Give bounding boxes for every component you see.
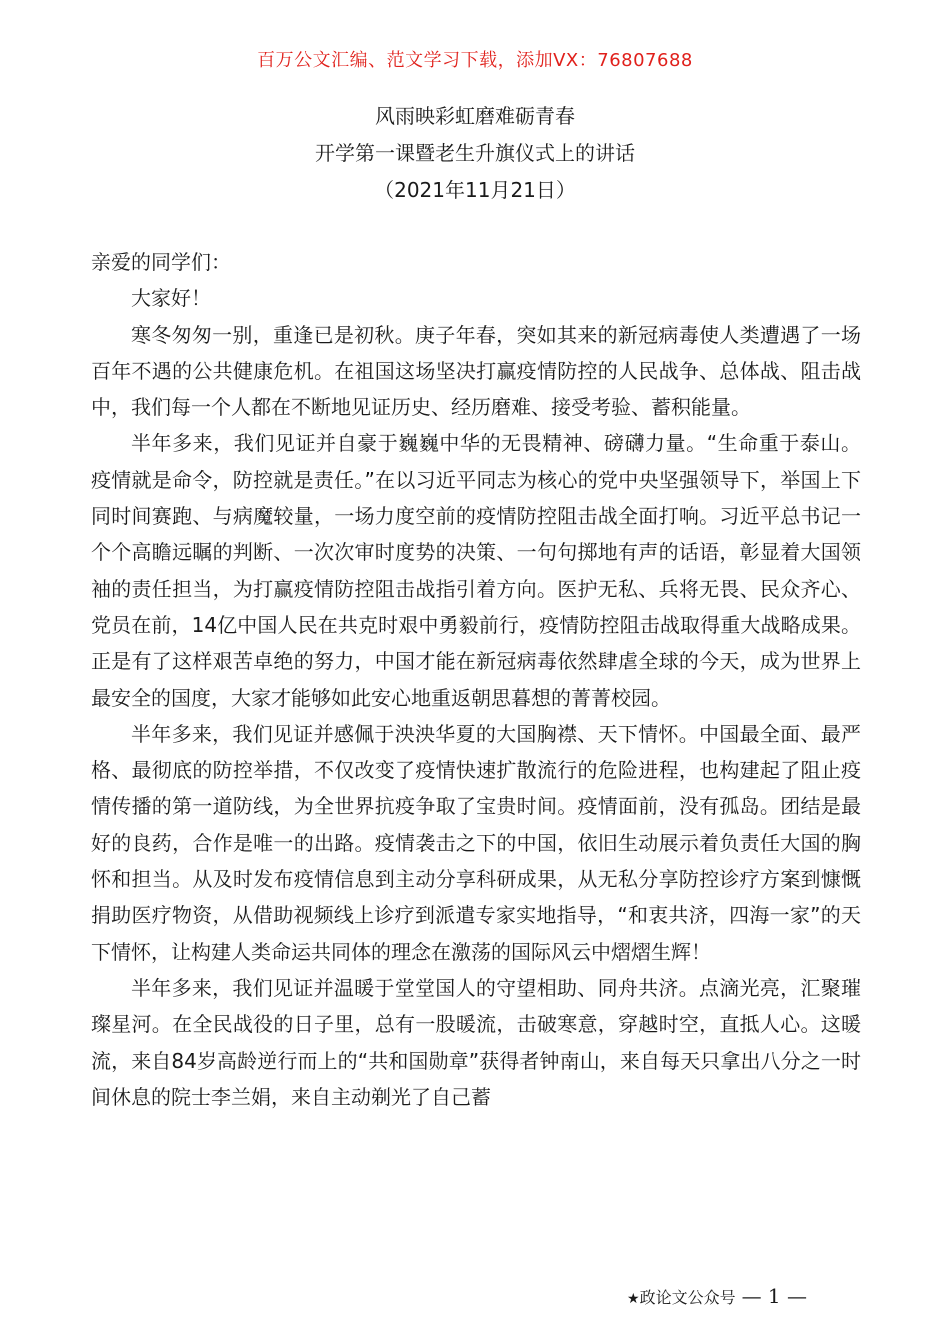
document-title [0, 98, 950, 209]
footer-account: 政论文公众号 [639, 1288, 736, 1307]
paragraph-spirit: 半年多来，我们见证并自豪于巍巍中华的无畏精神、磅礴力量。“生命重于泰山。疫情就是命令，防控就是责任。”在以习近平同志为核心的党中央坚强领导下，举国上下同时间赛跑、与病魔较量，一场力度空前的疫情防控阻击战全面打响。习近平总书记一个个高瞻远瞩的判断、一次次审时度势的决策、一句句掷地有声的话语，彰显着大国领袖的责任担当，为打赢疫情防控阻击战指引着方向。医护无私、兵将无畏、民众齐心、党员在前，14亿中国人民在共克时艰中勇毅前行，疫情防控阻击战取得重大战略成果。正是有了这样艰苦卓绝的努力，中国才能在新冠病毒依然肆虐全球的今天，成为世界上最安全的国度，大家才能够如此安心地重返朝思暮想的菁菁校园。 [91, 431, 861, 710]
paragraph-greeting: 大家好！ [131, 286, 211, 311]
paragraph-intro: 寒冬匆匆一别，重逢已是初秋。庚子年春，突如其来的新冠病毒使人类遭遇了一场百年不遇的公共健康危机。在祖国这场坚决打赢疫情防控的人民战争、总体战、阻击战中，我们每一个人都在不断地见证历史、经历磨难、接受考验、蓄积能量。 [91, 322, 861, 420]
speech-body [91, 244, 861, 1115]
paragraph-responsibility: 半年多来，我们见证并感佩于泱泱华夏的大国胸襟、天下情怀。中国最全面、最严格、最彻底的防控举措，不仅改变了疫情快速扩散流行的危险进程，也构建起了阻止疫情传播的第一道防线，为全世界抗疫争取了宝贵时间。疫情面前，没有孤岛。团结是最好的良药，合作是唯一的出路。疫情袭击之下的中国，依旧生动展示着负责任大国的胸怀和担当。从及时发布疫情信息到主动分享科研成果，从无私分享防控诊疗方案到慷慨捐助医疗物资，从借助视频线上诊疗到派遣专家实地指导，“和衷共济，四海一家”的天下情怀，让构建人类命运共同体的理念在激荡的国际风云中熠熠生辉！ [91, 721, 861, 964]
paragraph-solidarity: 半年多来，我们见证并温暖于堂堂国人的守望相助、同舟共济。点滴光亮，汇聚璀璨星河。在全民战役的日子里，总有一股暖流，击破寒意，穿越时空，直抵人心。这暖流，来自84岁高龄逆行而上的“共和国勋章”获得者钟南山，来自每天只拿出八分之一时间休息的院士李兰娟，来自主动剃光了自己蓄 [91, 975, 861, 1109]
star-icon: ★ [627, 1291, 640, 1307]
page-footer [627, 1284, 807, 1308]
title-date: （2021年11月21日） [374, 178, 576, 202]
title-line-2: 开学第一课暨老生升旗仪式上的讲话 [315, 141, 635, 165]
page-number: — 1 — [741, 1284, 808, 1308]
salutation: 亲爱的同学们： [91, 250, 231, 274]
title-line-1: 风雨映彩虹磨难砺青春 [375, 104, 575, 128]
header-notice: 百万公文汇编、范文学习下载，添加VX：76807688 [257, 50, 693, 71]
